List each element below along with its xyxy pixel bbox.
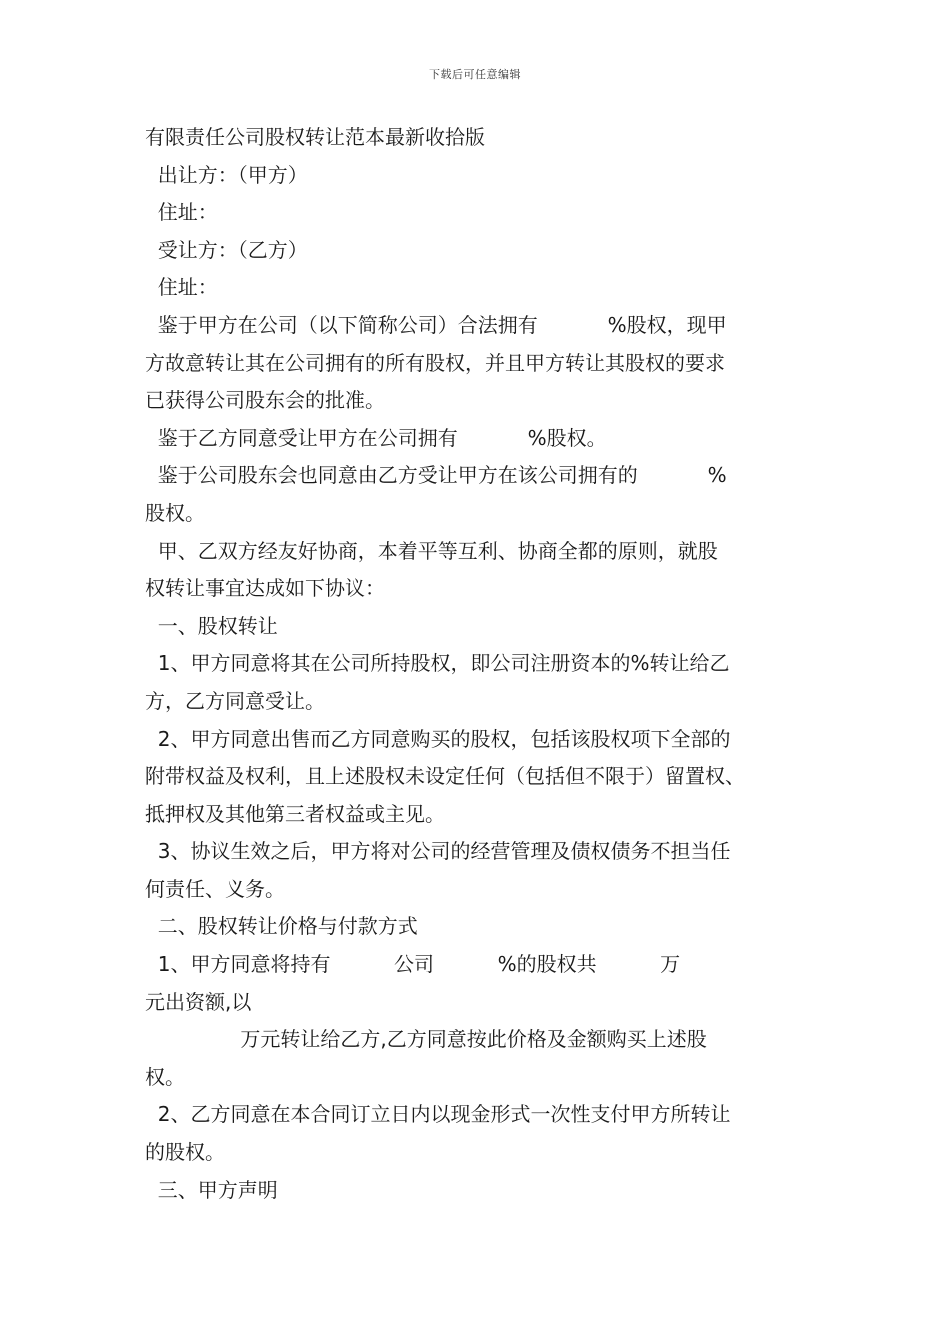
paragraph-line: 1、甲方同意将其在公司所持股权，即公司注册资本的%转让给乙 — [145, 651, 730, 676]
document-body — [145, 119, 810, 1209]
paragraph-line: 元出资额,以 — [145, 989, 252, 1014]
paragraph-line: 已获得公司股东会的批准。 — [145, 388, 385, 413]
paragraph-line: 鉴于公司股东会也同意由乙方受让甲方在该公司拥有的 % — [145, 463, 727, 488]
document-title: 有限责任公司股权转让范本最新收拾版 — [145, 125, 485, 149]
transferee-address: 住址： — [145, 275, 218, 300]
transferor-label: 出让方：（甲方） — [145, 162, 308, 187]
paragraph-line: 方故意转让其在公司拥有的所有股权，并且甲方转让其股权的要求 — [145, 350, 725, 375]
transferee-label: 受让方：（乙方） — [145, 237, 308, 262]
paragraph-line: 的股权。 — [145, 1140, 225, 1165]
paragraph-line: 万元转让给乙方,乙方同意按此价格及金额购买上述股 — [145, 1027, 707, 1052]
paragraph-line: 方，乙方同意受让。 — [145, 688, 325, 713]
paragraph-line: 甲、乙双方经友好协商，本着平等互利、协商全都的原则，就股 — [145, 538, 718, 563]
section-heading: 三、甲方声明 — [145, 1177, 278, 1202]
paragraph-line: 何责任、义务。 — [145, 876, 285, 901]
paragraph-line: 鉴于甲方在公司（以下简称公司）合法拥有 %股权，现甲 — [145, 312, 727, 337]
paragraph-line: 附带权益及权利，且上述股权未设定任何（包括但不限于）留置权、 — [145, 764, 745, 789]
paragraph-line: 抵押权及其他第三者权益或主见。 — [145, 801, 445, 826]
section-heading: 二、股权转让价格与付款方式 — [145, 914, 418, 939]
paragraph-line: 鉴于乙方同意受让甲方在公司拥有 %股权。 — [145, 425, 607, 450]
paragraph-line: 权转让事宜达成如下协议： — [145, 576, 385, 601]
paragraph-line: 权。 — [145, 1064, 185, 1089]
transferor-address: 住址： — [145, 200, 218, 225]
paragraph-line: 2、乙方同意在本合同订立日内以现金形式一次性支付甲方所转让 — [145, 1102, 731, 1127]
paragraph-line: 1、甲方同意将持有 公司 %的股权共 万 — [145, 952, 681, 977]
paragraph-line: 2、甲方同意出售而乙方同意购买的股权，包括该股权项下全部的 — [145, 726, 731, 751]
paragraph-line: 3、协议生效之后，甲方将对公司的经营管理及债权债务不担当任 — [145, 839, 731, 864]
page-header-note: 下载后可任意编辑 — [429, 68, 521, 81]
section-heading: 一、股权转让 — [145, 613, 278, 638]
paragraph-line: 股权。 — [145, 500, 205, 525]
